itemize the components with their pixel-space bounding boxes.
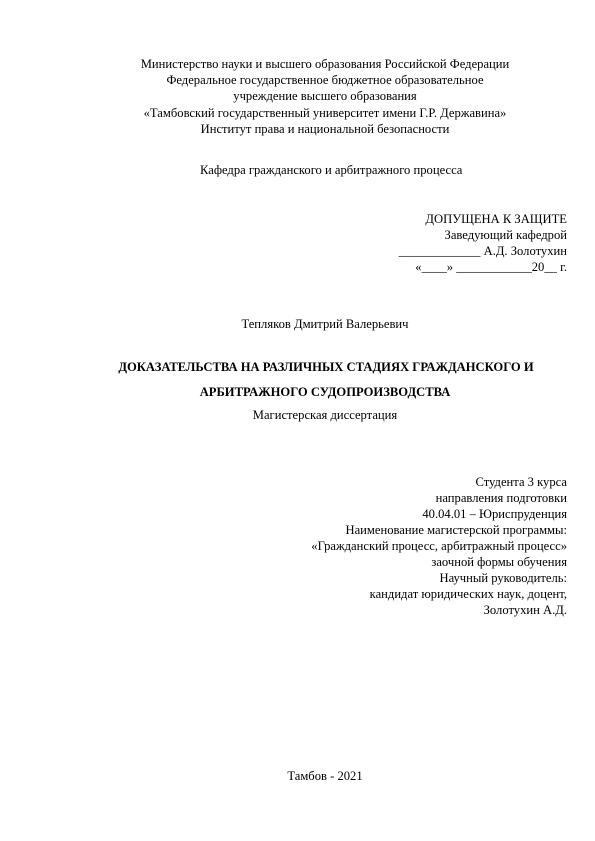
student-course: Студента 3 курса: [475, 475, 567, 489]
institution-type-line: Федеральное государственное бюджетное образовательное: [166, 73, 484, 87]
city-year: Тамбов - 2021: [287, 769, 363, 783]
university-name-line: «Тамбовский государственный университет имени Г.Р. Державина»: [143, 106, 507, 120]
supervisor-name: Золотухин А.Д.: [483, 603, 567, 617]
program-name: «Гражданский процесс, арбитражный процесс»: [311, 539, 567, 553]
thesis-title-line-1: ДОКАЗАТЕЛЬСТВА НА РАЗЛИЧНЫХ СТАДИЯХ ГРАЖДАНСКОГО И: [118, 360, 534, 374]
approval-heading: ДОПУЩЕНА К ЗАЩИТЕ: [425, 212, 567, 226]
thesis-type: Магистерская диссертация: [252, 408, 398, 422]
approval-date-line: «____» ____________20__ г.: [415, 260, 567, 274]
study-form: заочной формы обучения: [431, 555, 567, 569]
ministry-line: Министерство науки и высшего образования Российской Федерации: [140, 57, 510, 71]
institution-type-line-2: учреждение высшего образования: [233, 89, 417, 103]
department-name: Кафедра гражданского и арбитражного процесса: [200, 163, 463, 177]
study-direction-code: 40.04.01 – Юриспруденция: [422, 507, 567, 521]
thesis-title-line-2: АРБИТРАЖНОГО СУДОПРОИЗВОДСТВА: [199, 385, 451, 399]
institute-name-line: Институт права и национальной безопасности: [200, 122, 450, 136]
supervisor-degree: кандидат юридических наук, доцент,: [369, 587, 567, 601]
approval-role: Заведующий кафедрой: [444, 228, 567, 242]
approval-signature-line: _____________ А.Д. Золотухин: [398, 244, 567, 258]
study-direction-label: направления подготовки: [435, 491, 567, 505]
author-name: Тепляков Дмитрий Валерьевич: [241, 317, 409, 331]
program-label: Наименование магистерской программы:: [345, 523, 567, 537]
supervisor-label: Научный руководитель:: [439, 571, 567, 585]
